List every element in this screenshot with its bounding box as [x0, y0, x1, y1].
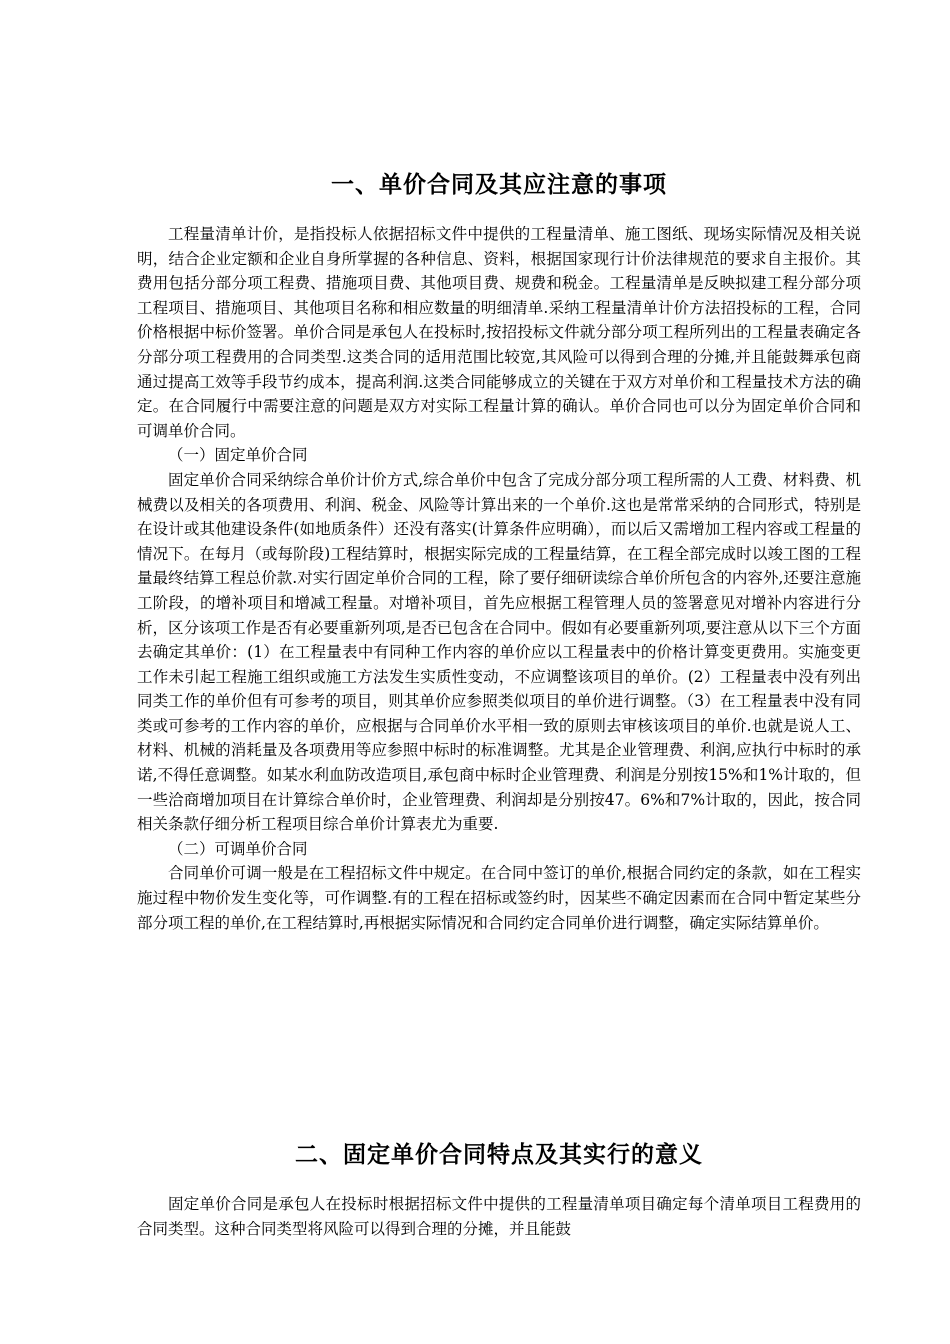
section1-intro: 工程量清单计价，是指投标人依据招标文件中提供的工程量清单、施工图纸、现场实际情况及相关说明，结合企业定额和企业自身所掌握的各种信息、资料，根据国家现行计价法律规范的要求自主报价。其费用包括分部分项工程费、措施项目费、其他项目费、规费和税金。工程量清单是反映拟建工程分部分项工程项目、措施项目、其他项目名称和相应数量的明细清单.采纳工程量清单计价方法招投标的工程，合同价格根据中标价签署。单价合同是承包人在投标时,按招投标文件就分部分项工程所列出的工程量表确定各分部分项工程费用的合同类型.这类合同的适用范围比较宽,其风险可以得到合理的分摊,并且能鼓舞承包商通过提高工效等手段节约成本，提高利润.这类合同能够成立的关键在于双方对单价和工程量技术方法的确定。在合同履行中需要注意的问题是双方对实际工程量计算的确认。单价合同也可以分为固定单价合同和可调单价合同。 [137, 225, 861, 440]
adjustable-price-heading: （二）可调单价合同 [168, 839, 308, 858]
section2-paragraph: 固定单价合同是承包人在投标时根据招标文件中提供的工程量清单项目确定每个清单项目工程费用的合同类型。这种合同类型将风险可以得到合理的分摊，并且能鼓 [137, 1195, 861, 1238]
section1-body [137, 222, 861, 935]
fixed-price-heading: （一）固定单价合同 [168, 446, 308, 465]
fixed-price-body: 固定单价合同采纳综合单价计价方式,综合单价中包含了完成分部分项工程所需的人工费、材料费、机械费以及相关的各项费用、利润、税金、风险等计算出来的一个单价.这也是常常采纳的合同形式，特别是在设计或其他建设条件(如地质条件）还没有落实(计算条件应明确），而以后又需增加工程内容或工程量的情况下。在每月（或每阶段)工程结算时，根据实际完成的工程量结算，在工程全部完成时以竣工图的工程量最终结算工程总价款.对实行固定单价合同的工程，除了要仔细研读综合单价所包含的内容外,还要注意施工阶段，的增补项目和增减工程量。对增补项目，首先应根据工程管理人员的签署意见对增补内容进行分析，区分该项工作是否有必要重新列项,是否已包含在合同中。假如有必要重新列项,要注意从以下三个方面去确定其单价：(1）在工程量表中有同种工作内容的单价应以工程量表中的价格计算变更费用。实施变更工作未引起工程施工组织或施工方法发生实质性变动，不应调整该项目的单价。(2）工程量表中没有列出同类工作的单价但有可参考的项目，则其单价应参照类似项目的单价进行调整。（3）在工程量表中没有同类或可参考的工作内容的单价，应根据与合同单价水平相一致的原则去审核该项目的单价.也就是说人工、材料、机械的消耗量及各项费用等应参照中标时的标准调整。尤其是企业管理费、利润,应执行中标时的承诺,不得任意调整。如某水利血防改造项目,承包商中标时企业管理费、利润是分别按15%和1%计取的，但一些洽商增加项目在计算综合单价时，企业管理费、利润却是分别按47。6%和7%计取的，因此，按合同相关条款仔细分析工程项目综合单价计算表尤为重要. [137, 470, 861, 834]
section1-title: 一、单价合同及其应注意的事项 [331, 172, 667, 198]
section2-title: 二、固定单价合同特点及其实行的意义 [295, 1142, 703, 1168]
section2-body [137, 1192, 861, 1241]
adjustable-price-body: 合同单价可调一般是在工程招标文件中规定。在合同中签订的单价,根据合同约定的条款，如在工程实施过程中物价发生变化等，可作调整.有的工程在招标或签约时，因某些不确定因素而在合同中暂定某些分部分项工程的单价,在工程结算时,再根据实际情况和合同约定合同单价进行调整，确定实际结算单价。 [137, 864, 861, 932]
